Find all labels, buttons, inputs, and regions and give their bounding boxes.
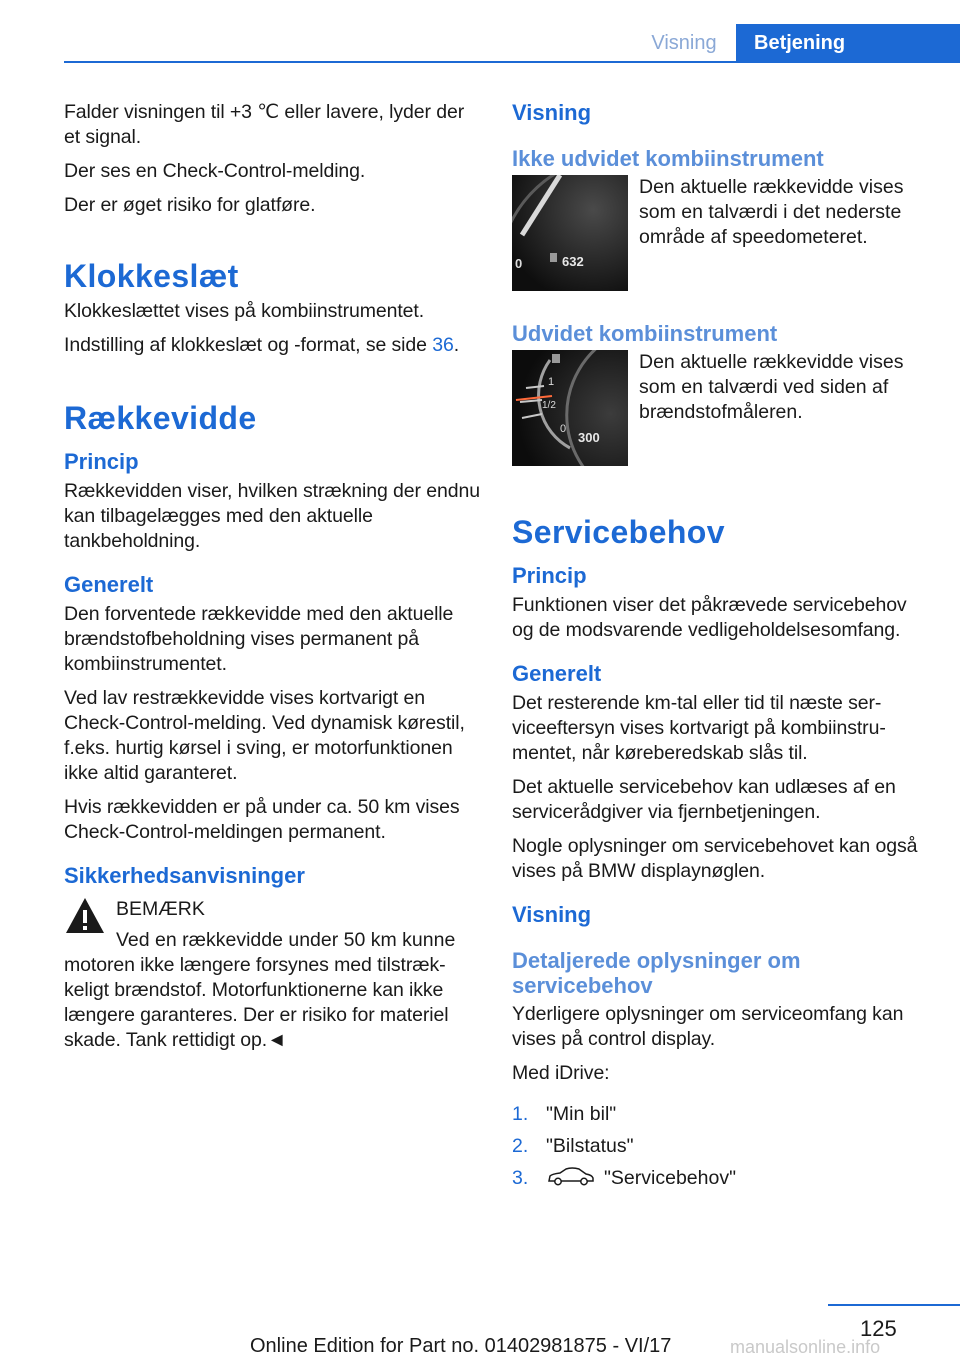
right-column (512, 100, 928, 1198)
gauge-mark-half: 1/2 (542, 400, 556, 411)
klokke-period: . (453, 334, 460, 356)
fuel-gauge-graphic (512, 350, 628, 466)
paragraph-check-control: Der ses en Check-Control-melding. (64, 160, 366, 182)
paragraph-yderligere: Yderligere oplysninger om serviceomfang kan vises på control display. (512, 1003, 904, 1050)
paragraph-med-idrive: Med iDrive: (512, 1062, 610, 1084)
step-number: 1. (512, 1103, 529, 1125)
paragraph-lav-rest: Ved lav restrækkevidde vises kortvarigt en Check-Control-melding. Ved dynamisk kørestil, f.eks. hurtig kørsel i sving, er motorfunktionen ikke altid garanteret. (64, 687, 465, 784)
heading-servicebehov: Servicebehov (512, 514, 725, 550)
paragraph-service-displaynogle: Nogle oplysninger om servicebehovet kan også vises på BMW displaynøglen. (512, 835, 918, 882)
range-value-300: 300 (578, 430, 600, 445)
heading-ikke-udvidet: Ikke udvidet kombiinstrument (512, 146, 824, 171)
step-text: "Bilstatus" (546, 1135, 634, 1157)
heading-service-princip: Princip (512, 563, 587, 588)
warning-label: BEMÆRK (116, 898, 205, 920)
paragraph-forventede: Den forventede rækkevidde med den aktuelle brændstofbeholdning vises permanent på kombiinstrumentet. (64, 603, 454, 675)
heading-udvidet: Udvidet kombiinstrument (512, 321, 778, 346)
heading-visning: Visning (512, 100, 592, 125)
header-tab-visning[interactable]: Visning (651, 31, 717, 54)
step-text: "Min bil" (546, 1103, 617, 1125)
heading-detaljerede: Detaljerede oplysninger om servicebehov (512, 948, 801, 998)
paragraph-klokke-indstilling (64, 333, 480, 358)
warning-text: motoren ikke længere forsynes med tilstrækkeligt brændstof. Motorfunktionerne kan ikke længere garanteres. Der er risiko for materiel skade. Tank rettidigt op.◄ (64, 954, 449, 1051)
footer-rule (828, 1304, 960, 1306)
paragraph-service-resterende: Det resterende km-tal eller tid til næste serviceeftersyn vises kortvarigt på kombiinstrumentet, når køreberedskab slås til. (512, 692, 886, 764)
header-rule (64, 61, 960, 63)
paragraph-princip: Rækkevidden viser, hvilken strækning der endnu kan tilbagelægges med den aktuelle tankbeholdning. (64, 480, 480, 552)
heading-klokkeslaet: Klokkeslæt (64, 258, 239, 294)
image-caption-udvidet: Den aktuelle rækkevidde vises som en talværdi ved siden af brændstofmåleren. (639, 351, 904, 423)
watermark: manualsonline.info (730, 1337, 881, 1357)
heading-service-visning: Visning (512, 902, 592, 927)
list-item[interactable] (512, 1134, 928, 1159)
list-item[interactable] (512, 1102, 928, 1127)
paragraph-glatfore: Der er øget risiko for glatføre. (64, 194, 316, 216)
footer-edition: Online Edition for Part no. 01402981875 - VI/17 (250, 1335, 672, 1357)
step-text: "Servicebehov" (604, 1167, 736, 1189)
step-number: 3. (512, 1167, 529, 1189)
paragraph-under-50: Hvis rækkevidden er på under ca. 50 km vises Check-Control-meldingen permanent. (64, 796, 460, 843)
list-item[interactable] (512, 1166, 928, 1191)
step-number: 2. (512, 1135, 529, 1157)
klokke-text: Indstilling af klokkeslæt og -format, se side (64, 334, 433, 356)
image-caption-ikke-udvidet: Den aktuelle rækkevidde vises som en talværdi i det nederste område af speedometeret. (639, 176, 904, 248)
fuel-gauge-image (512, 350, 628, 466)
paragraph-service-princip: Funktionen viser det påkrævede servicebehov og de modsvarende vedligeholdelsesomfang. (512, 594, 907, 641)
page-header (0, 0, 960, 64)
heading-princip: Princip (64, 449, 139, 474)
warning-triangle-icon (64, 895, 106, 937)
image-row-ikke-udvidet (512, 175, 928, 291)
range-value-632: 632 (562, 254, 584, 269)
car-icon (546, 1166, 596, 1188)
paragraph-klokke-vises: Klokkeslættet vises på kombiinstrumentet. (64, 300, 425, 322)
left-column (64, 100, 480, 1062)
heading-raekkevidde: Rækkevidde (64, 400, 257, 436)
speedometer-graphic (512, 175, 628, 291)
heading-generelt: Generelt (64, 572, 154, 597)
warning-first-line: Ved en rækkevidde under 50 km kunne (116, 929, 456, 951)
image-row-udvidet (512, 350, 928, 466)
paragraph-service-udlaeses: Det aktuelle servicebehov kan udlæses af en servicerådgiver via fjernbetjeningen. (512, 776, 896, 823)
speedometer-zero: 0 (515, 256, 523, 271)
gauge-mark-empty: 0 (560, 423, 567, 435)
page-number: 125 (860, 1316, 897, 1341)
heading-sikkerhed: Sikkerhedsanvisninger (64, 863, 305, 888)
page-link-36[interactable]: 36 (432, 334, 454, 356)
header-tab-betjening[interactable]: Betjening (736, 24, 960, 62)
warning-block (64, 893, 480, 953)
idrive-steps-list (512, 1102, 928, 1191)
heading-service-generelt: Generelt (512, 661, 602, 686)
speedometer-image (512, 175, 628, 291)
gauge-mark-full: 1 (548, 376, 555, 388)
paragraph-temperature: Falder visningen til +3 ℃ eller lavere, lyder der et signal. (64, 101, 465, 148)
